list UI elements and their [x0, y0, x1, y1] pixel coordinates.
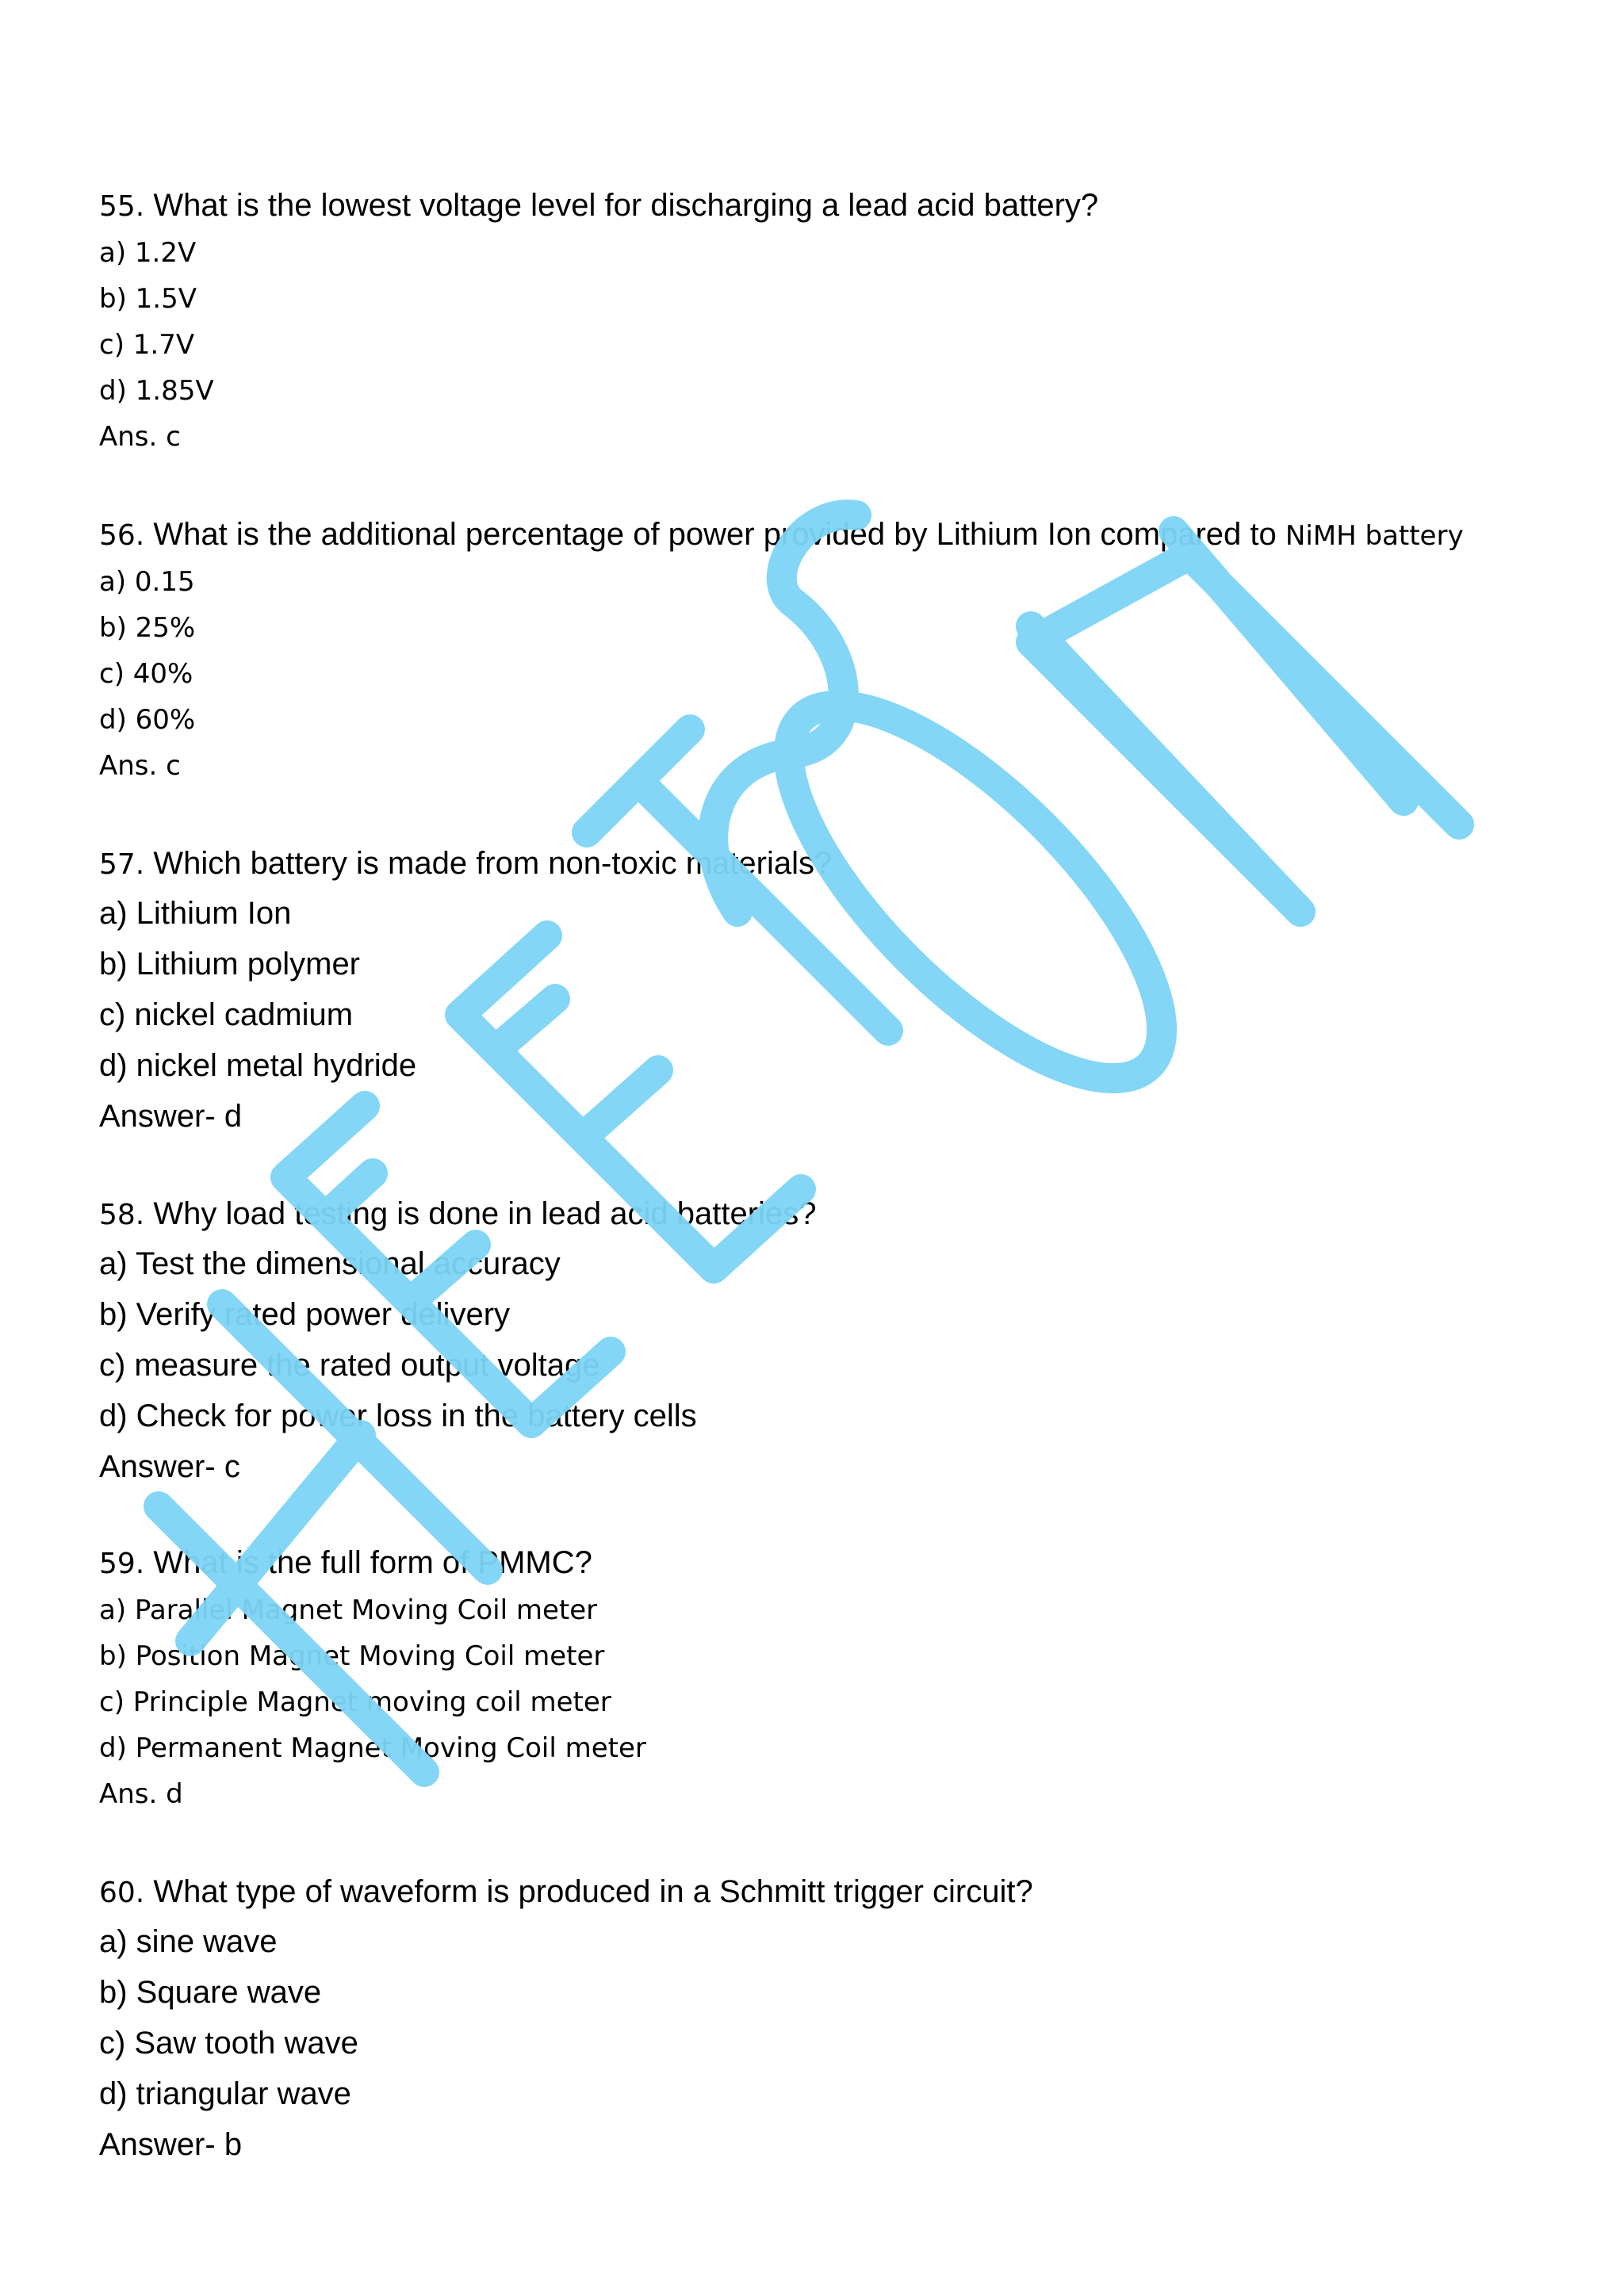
question-60	[99, 1869, 1590, 2170]
question-59-option-b: b) Position Magnet Moving Coil meter	[99, 1640, 605, 1672]
question-56-text: 56. What is the additional percentage of power provided by Lithium Ion compared to NiMH battery	[99, 517, 1464, 552]
question-57-option-d: d) nickel metal hydride	[99, 1048, 417, 1083]
question-55-answer: Ans. c	[99, 421, 181, 453]
question-55-option-d: d) 1.85V	[99, 375, 214, 407]
question-55-text: 55. What is the lowest voltage level for discharging a lead acid battery?	[99, 188, 1099, 223]
question-55-option-b: b) 1.5V	[99, 283, 197, 315]
question-59-text: 59. What is the full form of PMMC?	[99, 1545, 592, 1580]
question-60-option-d: d) triangular wave	[99, 2076, 351, 2111]
question-56-text-tail: NiMH battery	[1285, 520, 1464, 552]
question-59-option-c: c) Principle Magnet moving coil meter	[99, 1686, 611, 1718]
question-60-answer: Answer- b	[99, 2127, 243, 2162]
question-60-option-a: a) sine wave	[99, 1924, 278, 1959]
question-56	[99, 511, 1590, 789]
question-59	[99, 1540, 1590, 1817]
question-59-option-d: d) Permanent Magnet Moving Coil meter	[99, 1732, 646, 1764]
question-55-option-c: c) 1.7V	[99, 329, 195, 361]
question-55-option-a: a) 1.2V	[99, 237, 197, 269]
question-60-option-c: c) Saw tooth wave	[99, 2026, 358, 2061]
question-58-text: 58. Why load testing is done in lead acid batteries?	[99, 1196, 817, 1231]
question-56-option-c: c) 40%	[99, 658, 193, 690]
question-55	[99, 182, 1590, 460]
question-57-option-b: b) Lithium polymer	[99, 947, 361, 982]
question-60-option-b: b) Square wave	[99, 1975, 322, 2010]
question-58-option-b: b) Verify rated power delivery	[99, 1297, 511, 1332]
question-56-option-d: d) 60%	[99, 704, 196, 736]
question-56-option-b: b) 25%	[99, 612, 196, 644]
question-58-option-c: c) measure the rated output voltage	[99, 1348, 600, 1383]
question-58-option-a: a) Test the dimensional accuracy	[99, 1246, 561, 1281]
question-60-text: 60. What type of waveform is produced in a Schmitt trigger circuit?	[99, 1874, 1033, 1909]
question-59-answer: Ans. d	[99, 1778, 183, 1810]
question-56-answer: Ans. c	[99, 750, 181, 782]
question-57-option-a: a) Lithium Ion	[99, 896, 292, 931]
question-58-option-d: d) Check for power loss in the battery cells	[99, 1399, 697, 1433]
question-57	[99, 840, 1590, 1142]
question-59-option-a: a) Parallel Magnet Moving Coil meter	[99, 1594, 598, 1626]
question-57-answer: Answer- d	[99, 1099, 243, 1134]
question-58-answer: Answer- c	[99, 1449, 240, 1484]
question-58	[99, 1191, 1590, 1492]
question-56-option-a: a) 0.15	[99, 566, 195, 598]
question-57-text: 57. Which battery is made from non-toxic materials?	[99, 846, 833, 881]
question-57-option-c: c) nickel cadmium	[99, 997, 354, 1032]
